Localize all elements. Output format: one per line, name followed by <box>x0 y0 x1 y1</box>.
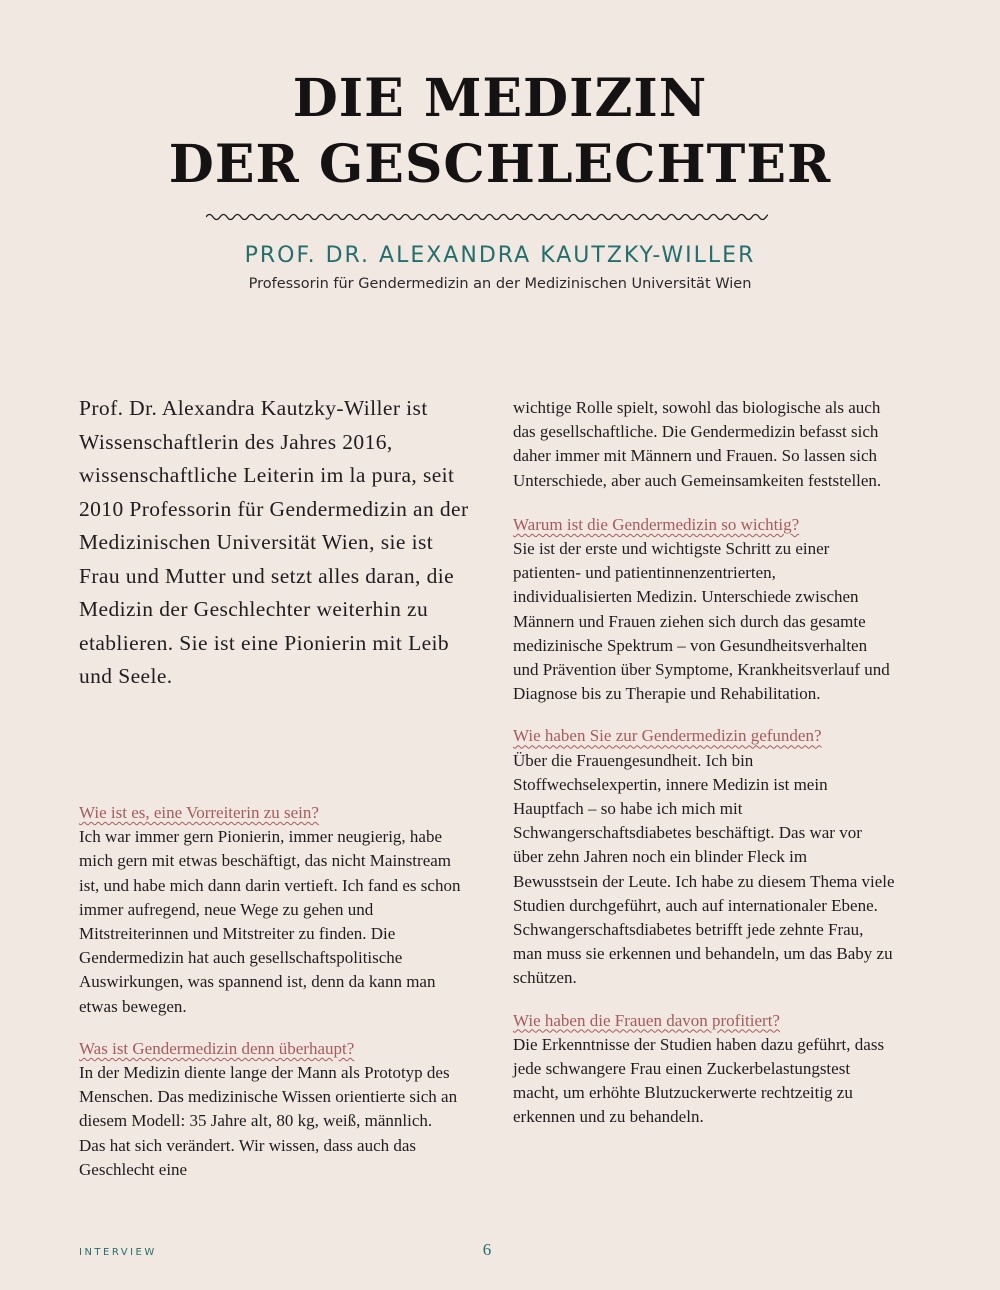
interview-question: Wie haben die Frauen davon profitiert? <box>513 1010 780 1030</box>
title-line-1: DIE MEDIZIN <box>292 68 708 129</box>
title-line-2: DER GESCHLECHTER <box>168 134 832 195</box>
interview-question: Wie haben Sie zur Gendermedizin gefunden? <box>513 726 822 746</box>
interview-answer: Ich war immer gern Pionierin, immer neugierig, habe mich gern mit etwas beschäftigt, das nicht Mainstream ist, und habe mich dann darin vertieft. Ich fand es schon immer aufregend, neue Wege zu gehen und Mitstreiterinnen und Mitstreiter zu finden. Die Gendermedizin hat auch gesellschaftspolitische Auswirkungen, was spannend ist, denn da kann man etwas bewegen. <box>79 827 461 1016</box>
qa-block <box>513 1009 895 1130</box>
author-role: Professorin für Gendermedizin an der Medizinischen Universität Wien <box>248 276 752 292</box>
interview-question: Wie ist es, eine Vorreiterin zu sein? <box>79 803 319 822</box>
left-column <box>79 801 461 1200</box>
decorative-wave-divider <box>206 211 768 223</box>
interview-answer: Sie ist der erste und wichtigste Schritt zu einer patienten- und patientinnenzentrierten, individualisierten Medizin. Unterschiede zwischen Männern und Frauen ziehen sich durch das gesamte medizinische Spektrum – von Gesundheitsverhalten und Prävention über Symptome, Krankheitsverlauf und Diagnose bis zu Therapie und Rehabilitation. <box>513 539 890 704</box>
interview-answer: In der Medizin diente lange der Mann als Prototyp des Menschen. Das medizinische Wissen orientierte sich an diesem Modell: 35 Jahre alt, 80 kg, weiß, männlich. Das hat sich verändert. Wir wissen, dass auch das Geschlecht eine <box>79 1063 458 1179</box>
right-column <box>513 396 895 1148</box>
author-name: PROF. DR. ALEXANDRA KAUTZKY-WILLER <box>244 243 756 268</box>
footer-section-label: INTERVIEW <box>79 1247 157 1258</box>
page-number: 6 <box>482 1240 492 1259</box>
qa-block <box>513 724 895 990</box>
interview-question: Warum ist die Gendermedizin so wichtig? <box>513 514 800 534</box>
qa-block <box>79 801 461 1019</box>
qa-block <box>79 1037 461 1182</box>
interview-question: Was ist Gendermedizin denn überhaupt? <box>79 1038 355 1058</box>
continued-answer: wichtige Rolle spielt, sowohl das biologische als auch das gesellschaftliche. Die Gendermedizin befasst sich daher immer mit Männern und Frauen. So lassen sich Unterschiede, aber auch Gemeinsamkeiten feststellen. <box>513 398 882 490</box>
interview-answer: Über die Frauengesundheit. Ich bin Stoffwechselexpertin, innere Medizin ist mein Hauptfach – so habe ich mich mit Schwangerschaftsdiabetes beschäftigt. Das war vor über zehn Jahren noch ein blinder Fleck im Bewusstsein der Leute. Ich habe zu diesem Thema viele Studien durchgeführt, auch auf internationaler Ebene. Schwangerschaftsdiabetes betrifft jede zehnte Frau, man muss sie erkennen und behandeln, um das Baby zu schützen. <box>513 750 895 988</box>
page-title <box>0 66 1000 198</box>
intro-paragraph: Prof. Dr. Alexandra Kautzky-Willer ist Wissenschaftlerin des Jahres 2016, wissenschaftliche Leiterin im la pura, seit 2010 Professorin für Gendermedizin an der Medizinischen Universität Wien, sie ist Frau und Mutter und setzt alles daran, die Medizin der Geschlechter weiterhin zu etablieren. Sie ist eine Pionierin mit Leib und Seele. <box>79 396 469 688</box>
interview-answer: Die Erkenntnisse der Studien haben dazu geführt, dass jede schwangere Frau einen Zuckerbelastungstest macht, um erhöhte Blutzuckerwerte rechtzeitig zu erkennen und zu behandeln. <box>513 1034 885 1127</box>
qa-block <box>513 513 895 707</box>
